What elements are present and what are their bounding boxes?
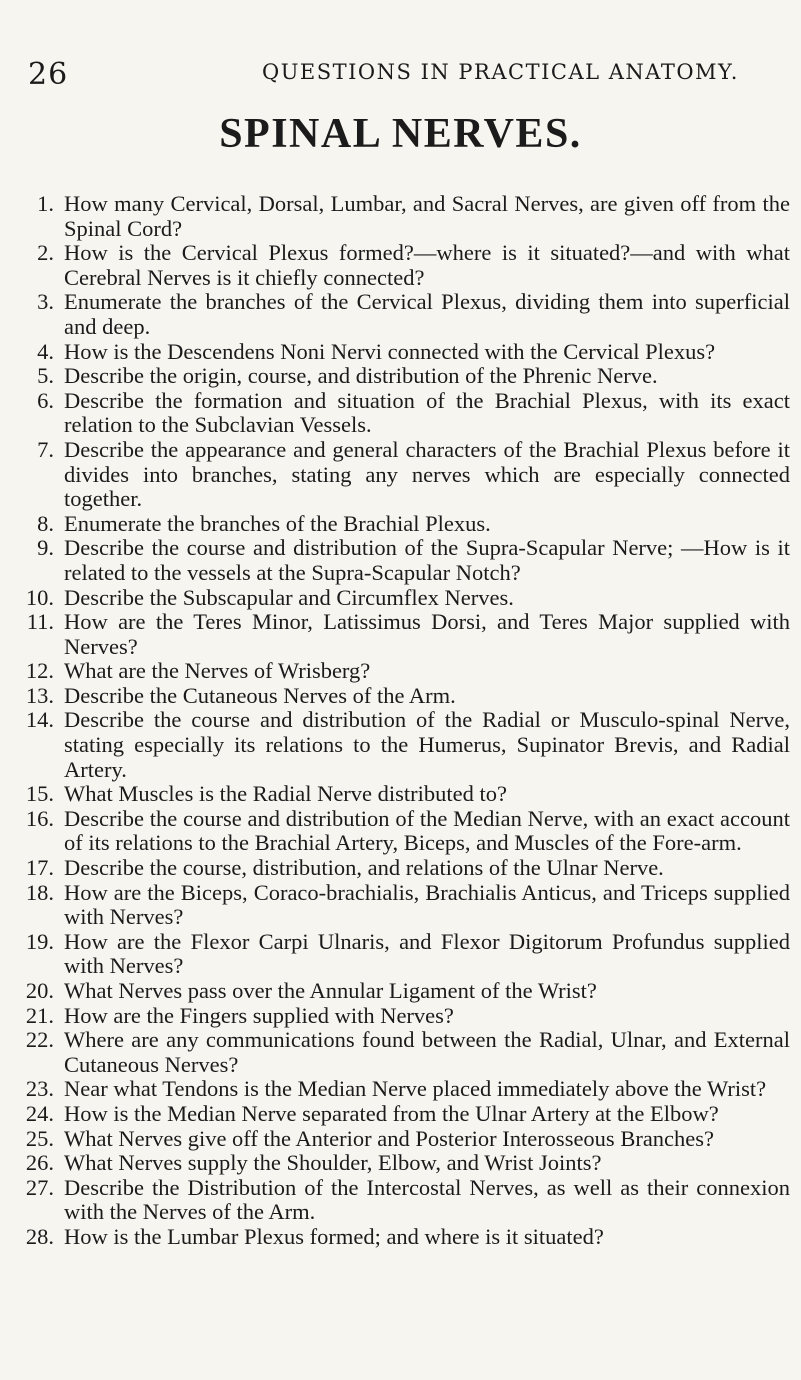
question-text: How is the Median Nerve separated from the Ulnar Artery at the Elbow? (64, 1100, 719, 1126)
question-item (0, 438, 790, 512)
question-text: Enumerate the branches of the Brachial Plexus. (64, 510, 491, 536)
question-item (0, 536, 790, 585)
page-number: 26 (28, 57, 69, 92)
question-item (0, 389, 790, 438)
question-text: How is the Cervical Plexus formed?—where is it situated?—and with what Cerebral Nerves is it chiefly connected? (64, 240, 790, 290)
question-item (0, 979, 790, 1004)
question-item (0, 782, 790, 807)
section-title: SPINAL NERVES. (219, 111, 582, 157)
question-item (0, 1151, 790, 1176)
question-text: How is the Lumbar Plexus formed; and where is it situated? (64, 1223, 604, 1249)
question-text: Enumerate the branches of the Cervical Plexus, dividing them into superficial and deep. (64, 289, 790, 339)
question-item (0, 290, 790, 339)
question-text: Describe the course and distribution of the Supra-Scapular Nerve; —How is it related to the vessels at the Supra-Scapular Notch? (64, 535, 790, 585)
question-text: How are the Biceps, Coraco-brachialis, Brachialis Anticus, and Triceps supplied with Nerves? (64, 879, 790, 930)
question-number: 24. (25, 1100, 54, 1126)
question-item (0, 241, 790, 290)
question-text: What Nerves supply the Shoulder, Elbow, and Wrist Joints? (64, 1150, 602, 1176)
question-text: Describe the Cutaneous Nerves of the Arm. (64, 682, 456, 708)
question-text: Describe the course and distribution of the Median Nerve, with an exact account of its relations to the Brachial Artery, Biceps, and Muscles of the Fore-arm. (64, 805, 790, 856)
question-text: How is the Descendens Noni Nervi connected with the Cervical Plexus? (64, 338, 716, 364)
question-item (0, 1102, 790, 1127)
question-number: 16. (25, 805, 54, 831)
question-number: 25. (25, 1125, 54, 1151)
question-number: 23. (25, 1076, 54, 1102)
question-text: How many Cervical, Dorsal, Lumbar, and Sacral Nerves, are given off from the Spinal Cord? (64, 191, 790, 241)
question-number: 21. (25, 1002, 54, 1028)
question-text: How are the Teres Minor, Latissimus Dorsi, and Teres Major supplied with Nerves? (64, 609, 790, 659)
question-text: Describe the origin, course, and distribution of the Phrenic Nerve. (64, 363, 658, 389)
question-text: Describe the course, distribution, and relations of the Ulnar Nerve. (64, 855, 664, 881)
question-item (0, 856, 790, 881)
question-number: 19. (25, 928, 54, 954)
question-item (0, 807, 790, 856)
question-number: 14. (25, 707, 54, 733)
question-number: 17. (25, 855, 54, 881)
question-number: 1. (37, 191, 54, 216)
question-text: What Nerves give off the Anterior and Posterior Interosseous Branches? (64, 1125, 715, 1151)
question-text: Describe the formation and situation of the Brachial Plexus, with its exact relation to the Subclavian Vessels. (64, 387, 790, 438)
question-number: 13. (25, 682, 54, 708)
question-number: 5. (37, 363, 54, 389)
question-number: 11. (26, 609, 54, 635)
question-number: 4. (37, 338, 54, 364)
question-list (0, 192, 790, 1250)
question-number: 10. (25, 584, 54, 610)
question-item (0, 930, 790, 979)
question-item (0, 659, 790, 684)
question-number: 7. (37, 436, 54, 462)
question-number: 20. (25, 978, 54, 1003)
question-number: 26. (25, 1150, 54, 1176)
question-text: Near what Tendons is the Median Nerve placed immediately above the Wrist? (64, 1076, 767, 1102)
question-item (0, 1225, 790, 1250)
question-text: Describe the course and distribution of the Radial or Musculo-spinal Nerve, stating especially its relations to the Humerus, Supinator Brevis, and Radial Artery. (64, 707, 790, 782)
question-number: 28. (25, 1223, 54, 1249)
question-item (0, 340, 790, 365)
question-item (0, 881, 790, 930)
question-text: Describe the Distribution of the Intercostal Nerves, as well as their connexion with the Nerves of the Arm. (64, 1174, 790, 1225)
question-item (0, 364, 790, 389)
question-text: What are the Nerves of Wrisberg? (64, 658, 371, 684)
question-number: 3. (37, 289, 54, 315)
question-text: How are the Flexor Carpi Ulnaris, and Flexor Digitorum Profundus supplied with Nerves? (64, 928, 790, 979)
question-number: 18. (25, 879, 54, 905)
question-item (0, 1028, 790, 1077)
question-item (0, 1077, 790, 1102)
question-text: Describe the Subscapular and Circumflex Nerves. (64, 584, 514, 610)
question-item (0, 1127, 790, 1152)
question-item (0, 708, 790, 782)
question-number: 8. (37, 510, 54, 536)
question-number: 2. (37, 240, 54, 266)
question-item (0, 684, 790, 709)
question-number: 9. (37, 535, 54, 561)
question-item (0, 512, 790, 537)
question-number: 6. (37, 387, 54, 413)
question-number: 22. (25, 1027, 54, 1053)
question-number: 15. (25, 781, 54, 807)
question-item (0, 586, 790, 611)
question-text: Where are any communications found between the Radial, Ulnar, and External Cutaneous Nerves? (64, 1027, 790, 1077)
running-head: QUESTIONS IN PRACTICAL ANATOMY. (262, 60, 739, 84)
question-item (0, 192, 790, 241)
question-number: 12. (25, 658, 54, 684)
question-text: What Nerves pass over the Annular Ligament of the Wrist? (64, 978, 597, 1003)
question-item (0, 1004, 790, 1029)
question-item (0, 610, 790, 659)
question-text: Describe the appearance and general characters of the Brachial Plexus before it divides into branches, stating any nerves which are especially connected together. (64, 436, 790, 512)
question-item (0, 1176, 790, 1225)
question-text: How are the Fingers supplied with Nerves? (64, 1002, 454, 1028)
question-number: 27. (25, 1174, 54, 1200)
question-text: What Muscles is the Radial Nerve distributed to? (64, 781, 508, 807)
